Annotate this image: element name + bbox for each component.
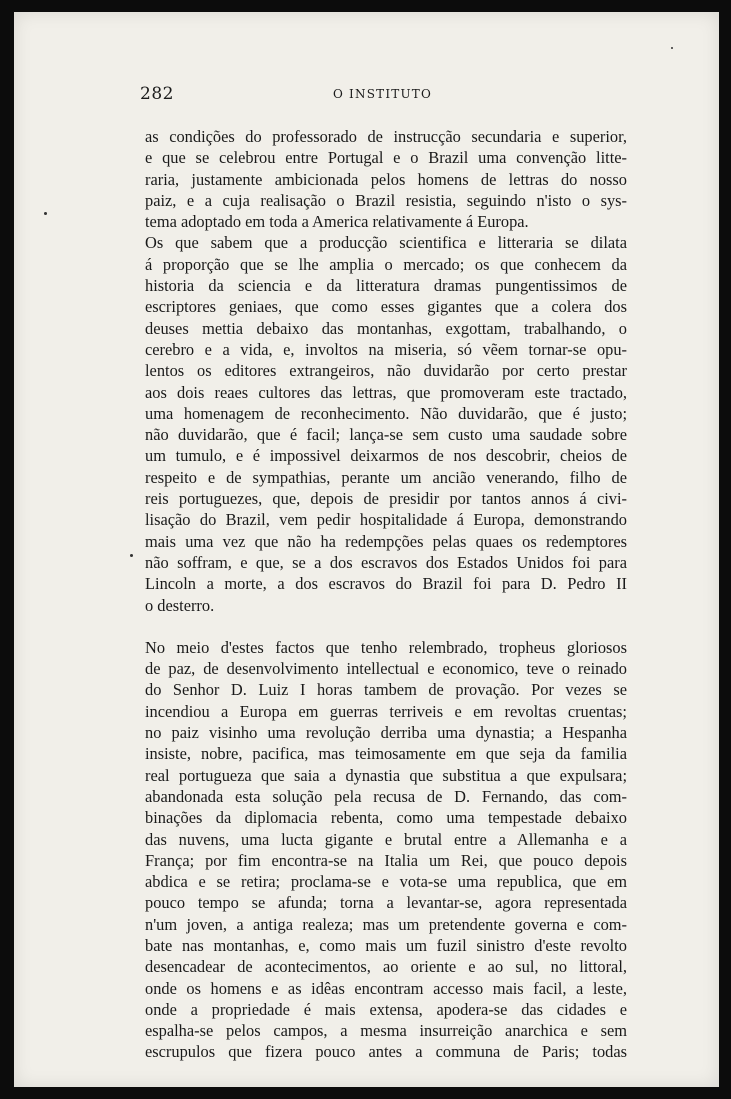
text-line: de paz, de desenvolvimento intellectual e economico, teve o reinado (145, 659, 627, 679)
text-line: abdica e se retira; proclama-se e vota-se uma republica, que em (145, 872, 627, 892)
text-line: e que se celebrou entre Portugal e o Brazil uma convenção litte- (145, 148, 627, 168)
scan-speck (671, 47, 673, 49)
text-line: Lincoln a morte, a dos escravos do Brazil foi para D. Pedro II (145, 574, 627, 594)
text-line: uma homenagem de reconhecimento. Não duvidarão, que é justo; (145, 403, 627, 423)
text-line: abandonada esta solução pela recusa de D. Fernando, das com- (145, 786, 627, 806)
text-line: real portugueza que saia a dynastia que substitua a que expulsara; (145, 765, 627, 785)
body-text (145, 126, 627, 1063)
text-line: insiste, nobre, pacifica, mas teimosamente em que seja da familia (145, 744, 627, 764)
paragraph-1 (145, 126, 627, 232)
text-line: França; por fim encontra-se na Italia um Rei, que pouco depois (145, 850, 627, 870)
text-line: respeito e de sympathias, perante um ancião venerando, filho de (145, 467, 627, 487)
text-line: Os que sabem que a producção scientifica e litteraria se dilata (145, 233, 627, 253)
scan-speck (44, 212, 47, 215)
paragraph-3 (145, 637, 627, 1063)
page-number: 282 (140, 84, 174, 104)
paragraph-2 (145, 232, 627, 615)
text-line: á proporção que se lhe amplia o mercado; os que conhecem da (145, 254, 627, 274)
text-line: historia da sciencia e da litteratura dramas pungentissimos de (145, 276, 627, 296)
text-line: no paiz visinho uma revolução derriba uma dynastia; a Hespanha (145, 723, 627, 743)
text-line: n'um joven, a antiga realeza; mas um pretendente governa e com- (145, 914, 627, 934)
text-line: as condições do professorado de instrucção secundaria e superior, (145, 127, 627, 146)
text-line: incendiou a Europa em guerras terriveis e em revoltas cruentas; (145, 701, 627, 721)
scan-speck (130, 554, 133, 557)
page-header (140, 84, 626, 108)
text-line: não soffram, e que, se a dos escravos dos Estados Unidos foi para (145, 552, 627, 572)
running-title: O INSTITUTO (333, 87, 433, 101)
text-line: binações da diplomacia rebenta, como uma tempestade debaixo (145, 808, 627, 828)
text-line: um tumulo, e é impossivel deixarmos de nos descobrir, cheios de (145, 446, 627, 466)
text-line: pouco tempo se afunda; torna a levantar-se, agora representada (145, 893, 627, 913)
text-line: escrupulos que fizera pouco antes a communa de Paris; todas (145, 1042, 627, 1062)
paragraph-spacer (145, 616, 627, 637)
text-line: desencadear de acontecimentos, ao oriente e ao sul, no littoral, (145, 957, 627, 977)
text-line: cerebro e a vida, e, involtos na miseria, só vẽem tornar-se opu- (145, 339, 627, 359)
text-line: o desterro. (145, 595, 215, 615)
text-line: do Senhor D. Luiz I horas tambem de provação. Por vezes se (145, 680, 627, 700)
text-line: deuses mettia debaixo das montanhas, exgottam, trabalhando, o (145, 318, 627, 338)
text-line: lentos os editores extrangeiros, não duvidarão por certo prestar (145, 361, 627, 381)
text-line: das nuvens, uma lucta gigante e brutal entre a Allemanha e a (145, 829, 627, 849)
text-line: tema adoptado em toda a America relativamente á Europa. (145, 212, 529, 232)
text-line: onde a propriedade é mais extensa, apodera-se das cidades e (145, 999, 627, 1019)
text-line: onde os homens e as idêas encontram accesso mais facil, a leste, (145, 978, 627, 998)
text-line: aos dois reaes cultores das lettras, que promoveram este tractado, (145, 382, 627, 402)
text-line: No meio d'estes factos que tenho relembrado, tropheus gloriosos (145, 637, 627, 657)
text-line: reis portuguezes, que, depois de presidir por tantos annos á civi- (145, 489, 627, 509)
text-line: escriptores geniaes, que como esses gigantes que a colera dos (145, 297, 627, 317)
text-line: bate nas montanhas, e, como mais um fuzil sinistro d'este revolto (145, 935, 627, 955)
text-line: não duvidarão, que é facil; lança-se sem custo uma saudade sobre (145, 425, 627, 445)
text-line: mais uma vez que não ha redempções pelas quaes os redemptores (145, 531, 627, 551)
text-line: lisação do Brazil, vem pedir hospitalidade á Europa, demonstrando (145, 510, 627, 530)
text-line: raria, justamente ambicionada pelos homens de lettras do nosso (145, 169, 627, 189)
text-line: paiz, e a cuja realisação o Brazil resistia, seguindo n'isto o sys- (145, 190, 627, 210)
text-line: espalha-se pelos campos, a mesma insurreição anarchica e sem (145, 1021, 627, 1041)
